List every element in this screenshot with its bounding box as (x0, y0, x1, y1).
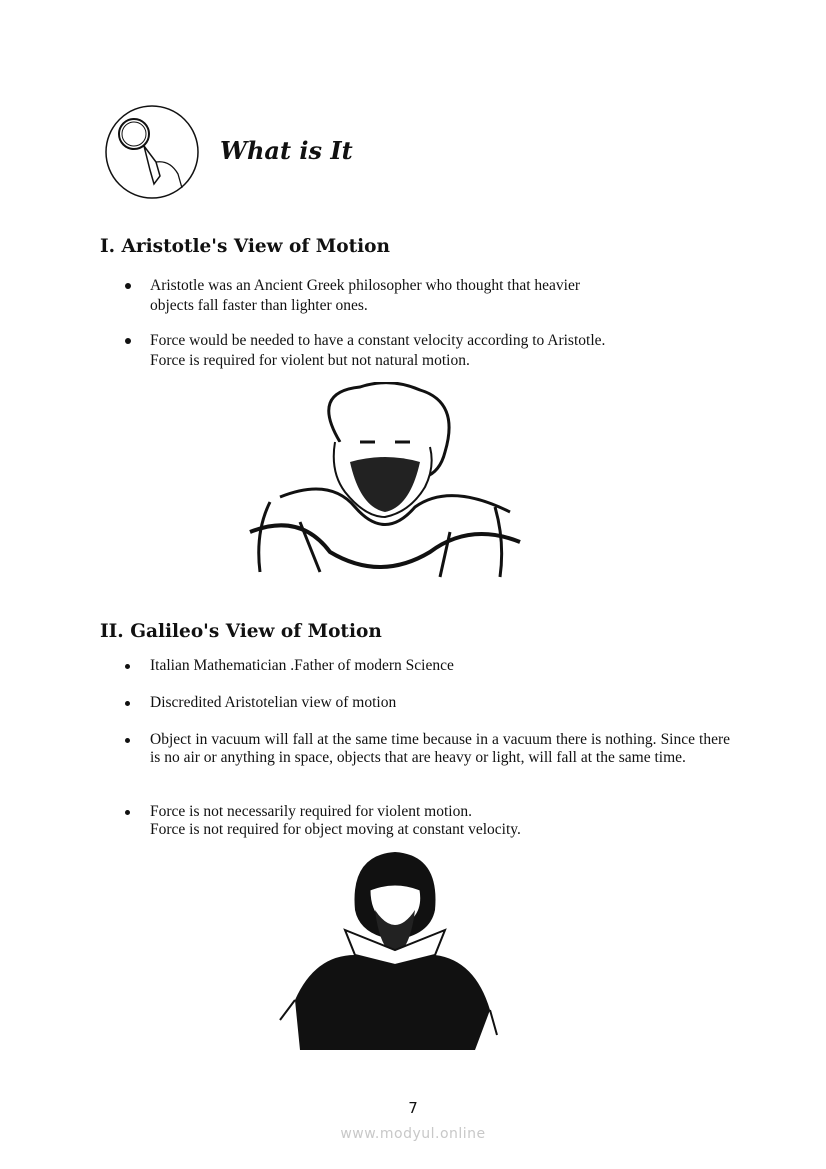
bullet-line: Force is not required for object moving at constant velocity. (150, 821, 521, 838)
magnifying-glass-icon (104, 104, 200, 204)
list-item (150, 803, 730, 839)
page-title: What is It (220, 136, 353, 165)
bullet-icon (125, 810, 130, 815)
watermark: www.modyul.online (340, 1126, 486, 1142)
bullet-icon (125, 338, 131, 344)
bullet-line: Force is not necessarily required for violent motion. (150, 803, 472, 820)
bullet-line: Italian Mathematician .Father of modern Science (150, 657, 454, 674)
bullet-icon (125, 738, 130, 743)
list-item (150, 276, 730, 316)
section-heading-aristotle: I. Aristotle's View of Motion (100, 236, 390, 257)
list-item (150, 694, 730, 712)
page-number: 7 (408, 1099, 418, 1117)
bullet-line: Force would be needed to have a constant velocity according to Aristotle. (150, 332, 606, 349)
list-item (150, 731, 730, 767)
list-item (150, 331, 730, 371)
bullet-line: objects fall faster than lighter ones. (150, 297, 368, 314)
aristotle-portrait (240, 382, 525, 586)
bullet-icon (125, 283, 131, 289)
section-heading-galileo: II. Galileo's View of Motion (100, 621, 382, 642)
bullet-line: Discredited Aristotelian view of motion (150, 694, 397, 711)
bullet-line: Object in vacuum will fall at the same time because in a vacuum there is nothing. Since there is no air or anything in space, objects that are heavy or light, will fall at the same time. (150, 731, 730, 766)
bullet-line: Aristotle was an Ancient Greek philosopher who thought that heavier (150, 277, 581, 294)
galileo-portrait (275, 850, 500, 1069)
bullet-line: Force is required for violent but not natural motion. (150, 352, 470, 369)
bullet-icon (125, 664, 130, 669)
list-item (150, 657, 730, 675)
bullet-icon (125, 701, 130, 706)
